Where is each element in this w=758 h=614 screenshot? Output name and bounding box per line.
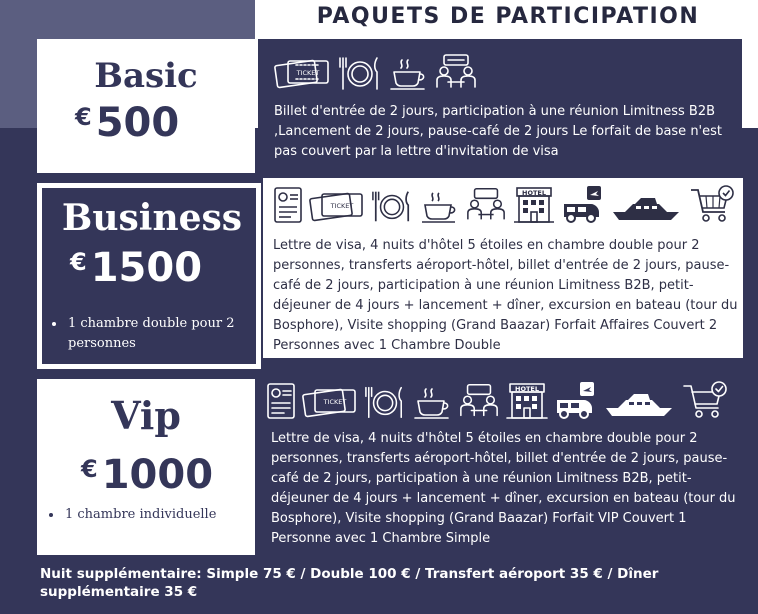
price-basic <box>75 100 180 146</box>
ticket-icon-label: TICKET <box>296 69 320 77</box>
hotel-icon <box>506 382 548 420</box>
visa-document-icon <box>266 382 296 420</box>
ticket-icon-label: TICKET <box>330 202 354 210</box>
airport-transfer-icon <box>554 380 598 420</box>
vip-description-panel <box>258 374 742 552</box>
coffee-cup-icon <box>388 57 428 91</box>
basic-description-panel <box>258 39 742 170</box>
business-icon-row <box>273 184 735 224</box>
business-description-panel <box>263 178 743 358</box>
cutlery-icon <box>364 384 406 420</box>
basic-description: Billet d'entrée de 2 jours, participation à une réunion Limitness B2B ,Lancement de 2 jours, pause-café de 2 jours Le forfait de base n'est pas couvert par la lettre d'invitation de visa <box>274 104 722 159</box>
ticket-icon-label: TICKET <box>323 398 347 406</box>
page-title: PAQUETS DE PARTICIPATION <box>316 4 700 29</box>
ticket-icon <box>302 386 358 420</box>
shopping-cart-icon <box>682 380 728 420</box>
cutlery-icon <box>371 188 413 224</box>
price-amount: 1500 <box>90 245 203 291</box>
ticket-icon <box>274 57 332 91</box>
coffee-cup-icon <box>412 386 452 420</box>
business-description: Lettre de visa, 4 nuits d'hôtel 5 étoiles en chambre double pour 2 personnes, transferts aéroport-hôtel, billet d'entrée de 2 jours, pause-café de 2 jours, participation à une réunion Limitness B2B, petit-déjeuner de 4 jours + lancement + dîner, excursion en bateau (tour du Bosphore), Visite shopping (Grand Baazar) Forfait Affaires Couvert 2 Personnes avec 1 Chambre Double <box>273 238 738 353</box>
vip-bullets <box>45 505 273 525</box>
package-name-basic: Basic <box>94 56 198 96</box>
price-business <box>70 245 203 291</box>
price-vip <box>81 452 214 498</box>
price-amount: 1000 <box>101 452 214 498</box>
business-name-card <box>42 188 256 364</box>
meeting-icon <box>434 53 478 91</box>
bullet-item: • 1 chambre individuelle <box>63 505 273 525</box>
shopping-cart-icon <box>689 184 735 224</box>
boat-icon <box>604 386 676 420</box>
bullet-item: • 1 chambre double pour 2 personnes <box>66 314 271 354</box>
package-name-vip: Vip <box>111 393 181 438</box>
meeting-icon <box>458 382 500 420</box>
coffee-cup-icon <box>419 190 459 224</box>
business-bullets <box>48 314 271 354</box>
hotel-icon <box>513 186 555 224</box>
currency-symbol: € <box>75 103 92 131</box>
basic-icon-row <box>274 53 478 91</box>
package-name-business: Business <box>61 197 243 239</box>
boat-icon <box>611 190 683 224</box>
hotel-icon-label: HOTEL <box>515 385 539 393</box>
currency-symbol: € <box>70 248 87 276</box>
ticket-icon <box>309 190 365 224</box>
vip-icon-row <box>266 380 728 420</box>
basic-name-card <box>37 39 255 173</box>
extra-charges-note: Nuit supplémentaire: Simple 75 € / Double 100 € / Transfert aéroport 35 € / Dîner supplémentaire 35 € <box>40 566 659 600</box>
meeting-icon <box>465 186 507 224</box>
vip-name-card <box>37 379 255 555</box>
vip-description: Lettre de visa, 4 nuits d'hôtel 5 étoiles en chambre double pour 2 personnes, transferts aéroport-hôtel, billet d'entrée de 2 jours, pause-café de 2 jours, participation à une réunion Limitness B2B, petit-déjeuner de 4 jours + lancement + dîner, excursion en bateau (tour du Bosphore), Visite shopping (Grand Baazar) Forfait VIP Couvert 1 Personne avec 1 Chambre Simple <box>271 431 736 546</box>
visa-document-icon <box>273 186 303 224</box>
currency-symbol: € <box>81 455 98 483</box>
cutlery-icon <box>338 55 382 91</box>
decorative-tab <box>745 312 758 342</box>
price-amount: 500 <box>95 100 180 146</box>
hotel-icon-label: HOTEL <box>522 189 546 197</box>
airport-transfer-icon <box>561 184 605 224</box>
